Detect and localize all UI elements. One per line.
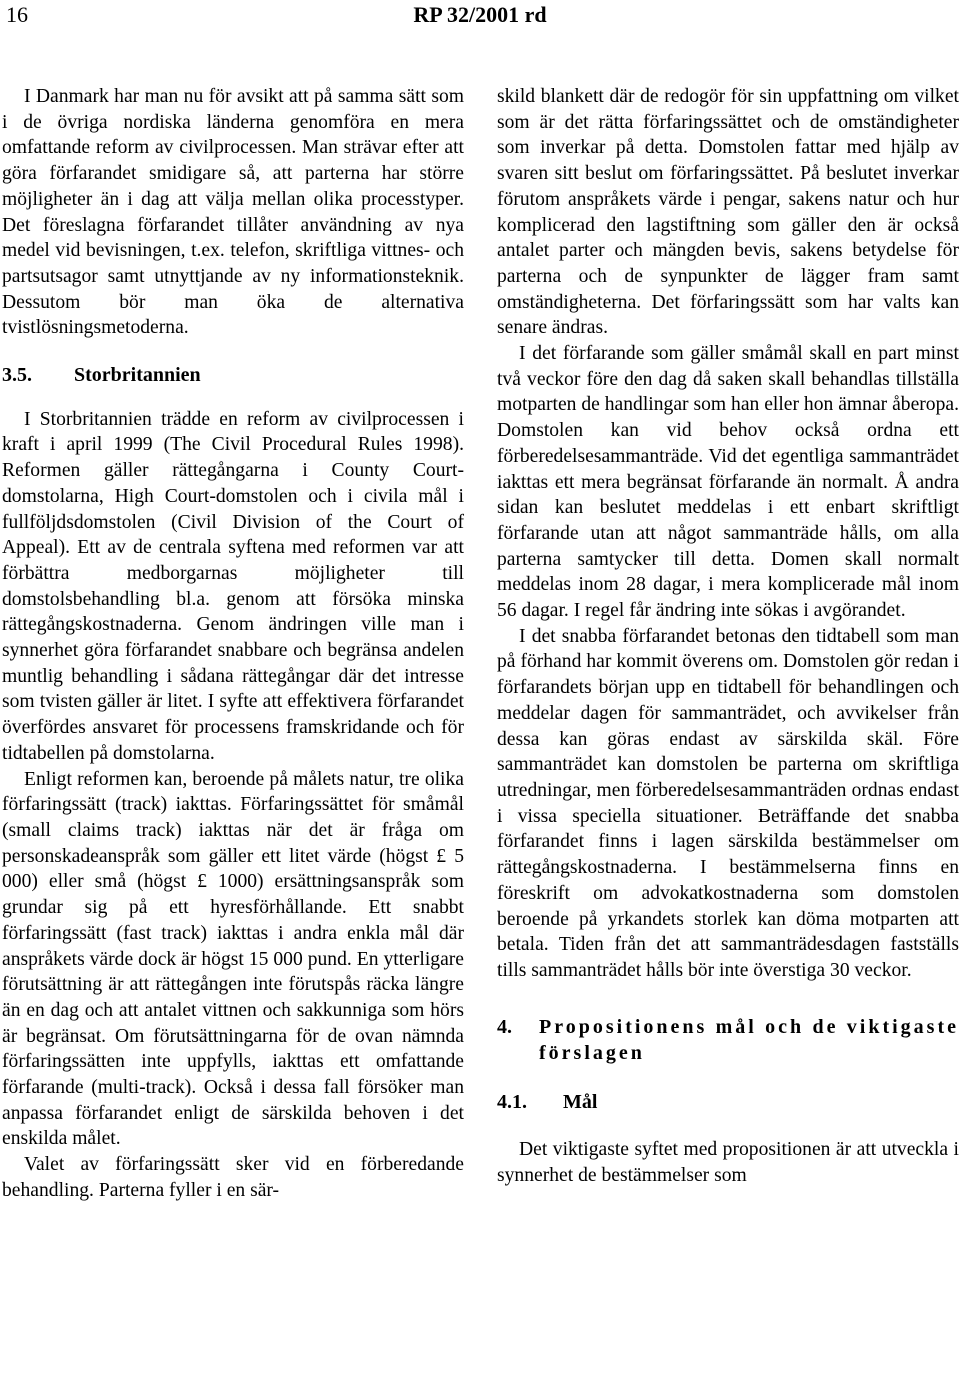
right-column xyxy=(497,84,959,1189)
paragraph-track-selection: Valet av förfaringssätt sker vid en förberedande behandling. Parterna fyller i en sär- xyxy=(2,1154,464,1201)
paragraph-continued: skild blankett där de redogör för sin uppfattning om vilket som är det rätta förfaringssättet och de omständigheter som inverkar på detta. Domstolen fattar med hjälp av svaren sitt beslut om förfaringssättet. På beslutet inverkar förutom anspråkets värde i pengar, sakens natur och hur komplicerad den lagstiftning som gäller den är också antalet parter och mängden bevis, sakens betydelse för parterna och de synpunkter de lägger fram samt omständigheterna. Det förfaringssätt som har valts kan senare ändras. xyxy=(497,86,959,339)
subsection-heading-mal xyxy=(497,1090,959,1116)
chapter-title: Propositionens mål och de viktigaste förslagen xyxy=(539,1015,959,1064)
paragraph-fast-track: I det snabba förfarandet betonas den tidtabell som man på förhand har kommit överens om. Domstolen gör redan i förfarandets början upp en tidtabell för behandlingen och meddelar dagen för sammanträdet, och avvikelser från dessa kan göras endast av särskilda skäl. Före sammanträdet kan domstolen be parterna om skriftliga utredningar, men förberedelsesammanträden ordnas endast i vissa speciella situationer. Beträffande det snabba förfarandet finns i lagen särskilda bestämmelser om rättegångskostnaderna. I bestämmelserna finns en föreskrift om advokatkostnaderna som domstolen beroende på yrkandets storlek kan döma motparten att betala. Tiden från det att sammanträdesdagen fastställs tills sammanträdet hålls bör inte överstiga 30 veckor. xyxy=(497,625,959,981)
chapter-number: 4. xyxy=(497,1015,512,1038)
subsection-title: Mål xyxy=(563,1090,598,1113)
paragraph-small-claims: I det förfarande som gäller småmål skall en part minst två veckor före den dag då saken skall behandlas tillställa motparten de handlingar som han eller hon ämnar åberopa. Domstolen kan vid behov också ordna ett förberedelsesammanträde. Vid det egentliga sammanträdet iakttas ett mera begränsat förfarande än normalt. Å andra sidan kan beslutet meddelas i ett enbart skriftligt förfarande utan att något sammanträde hålls, om alla parterna samtycker till detta. Domen skall normalt meddelas inom 28 dagar, i mera komplicerade mål inom 56 dagar. I regel får ändring inte sökas i avgörandet. xyxy=(497,343,959,622)
paragraph-uk-reform: I Storbritannien trädde en reform av civilprocessen i kraft i april 1999 (The Civil Procedural Rules 1998). Reformen gäller rättegångarna i County Court-domstolarna, High Court-domstolen och i civila mål i fullföljdsdomstolen (Civil Division of the Court of Appeal). Ett av de centrala syftena med reformen var att förbättra medborgarnas möjligheter till domstolsbehandling bl.a. genom att försöka minska rättegångskostnaderna. Genom ändringen ville man i synnerhet göra förfarandet snabbare och begränsa andelen muntlig behandling i sådana rättegångar där det intresse som tvisten gäller är litet. I syfte att effektivera förfarandet överfördes ansvaret för processens framskridande och för tidtabellen på domstolarna. xyxy=(2,408,464,764)
subsection-number: 4.1. xyxy=(497,1090,527,1113)
chapter-heading xyxy=(497,1014,959,1066)
paragraph-tracks: Enligt reformen kan, beroende på målets natur, tre olika förfaringssätt (track) iakttas. Förfaringssättet för småmål (small claims track) iakttas när det är fråga om personskadeanspråk som gäller ett litet värde (högst £ 5 000) eller små (högst £ 1000) ersättningsanspråk som grundar sig på ett hyresförhållande. Ett snabbt förfaringssätt (fast track) iakttas i andra enkla mål där anspråkets värde dock är högst 15 000 pund. En ytterligare förutsättning är att rättegången inte förutspås räcka längre än en dag och att antalet vittnen och sakkunniga som hörs är begränsat. Om förutsättningarna för de ovan nämnda förfaringssätten inte uppfylls, iakttas ett omfattande förfarande (multi-track). Också i dessa fall försöker man anpassa förfarandet enligt de särskilda behoven i det enskilda målet. xyxy=(2,768,464,1150)
paragraph-denmark: I Danmark har man nu för avsikt att på samma sätt som i de övriga nordiska länderna genomföra en mera omfattande reform av civilprocessen. Man strävar efter att göra förfarandet smidigare så, att parterna har större möjligheter än i dag att välja mellan olika processtyper. Det föreslagna förfarandet tillåter användning av nya medel vid bevisningen, t.ex. telefon, skriftliga vittnes- och partsutsagor samt utnyttjande av ny informationsteknik. Dessutom bör man öka de alternativa tvistlösningsmetoderna. xyxy=(2,86,464,339)
section-heading-storbritannien xyxy=(2,363,464,389)
page-number: 16 xyxy=(6,2,28,27)
left-column xyxy=(2,84,464,1204)
page-header xyxy=(0,0,960,36)
document-id: RP 32/2001 rd xyxy=(413,2,547,27)
section-number: 3.5. xyxy=(2,364,32,387)
section-title: Storbritannien xyxy=(74,364,201,387)
paragraph-purpose: Det viktigaste syftet med propositionen är att utveckla i synnerhet de bestämmelser som xyxy=(497,1139,959,1187)
